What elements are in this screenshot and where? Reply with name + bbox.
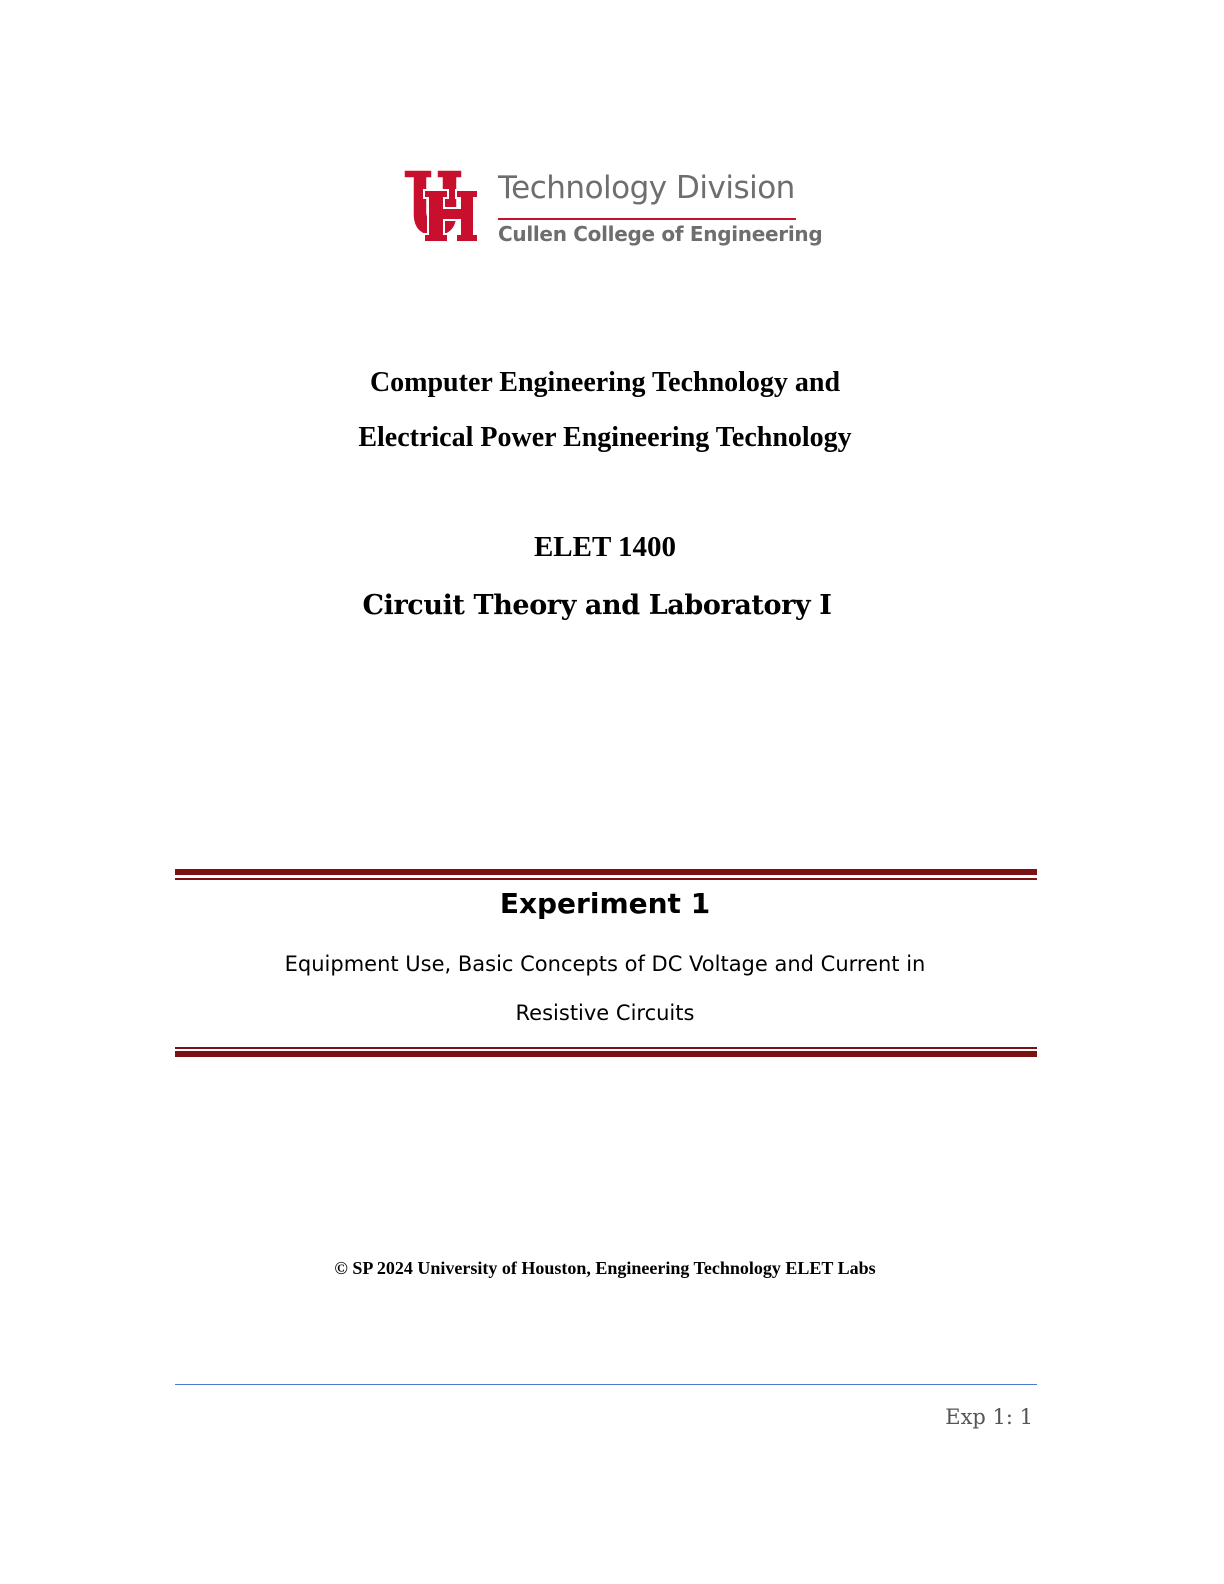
logo-division-text: Technology Division [498,170,795,206]
experiment-subtitle-line-1: Equipment Use, Basic Concepts of DC Voltage and Current in [284,952,926,976]
bottom-divider-band [175,1047,1037,1061]
top-divider-band [175,869,1037,883]
experiment-subtitle-line-2: Resistive Circuits [515,1001,695,1025]
uh-technology-division-logo [402,168,823,248]
course-code: ELET 1400 [533,531,677,563]
uh-logo-icon [402,168,480,244]
logo-college-text: Cullen College of Engineering [498,222,823,246]
program-line-2: Electrical Power Engineering Technology [358,422,852,453]
experiment-title: Experiment 1 [499,887,711,920]
logo-divider [498,218,796,220]
copyright-notice: © SP 2024 University of Houston, Engineering Technology ELET Labs [334,1258,876,1278]
course-title: Circuit Theory and Laboratory I [362,590,832,621]
footer-rule [175,1384,1037,1385]
program-line-1: Computer Engineering Technology and [369,367,841,398]
page-number: Exp 1: 1 [945,1405,1033,1429]
